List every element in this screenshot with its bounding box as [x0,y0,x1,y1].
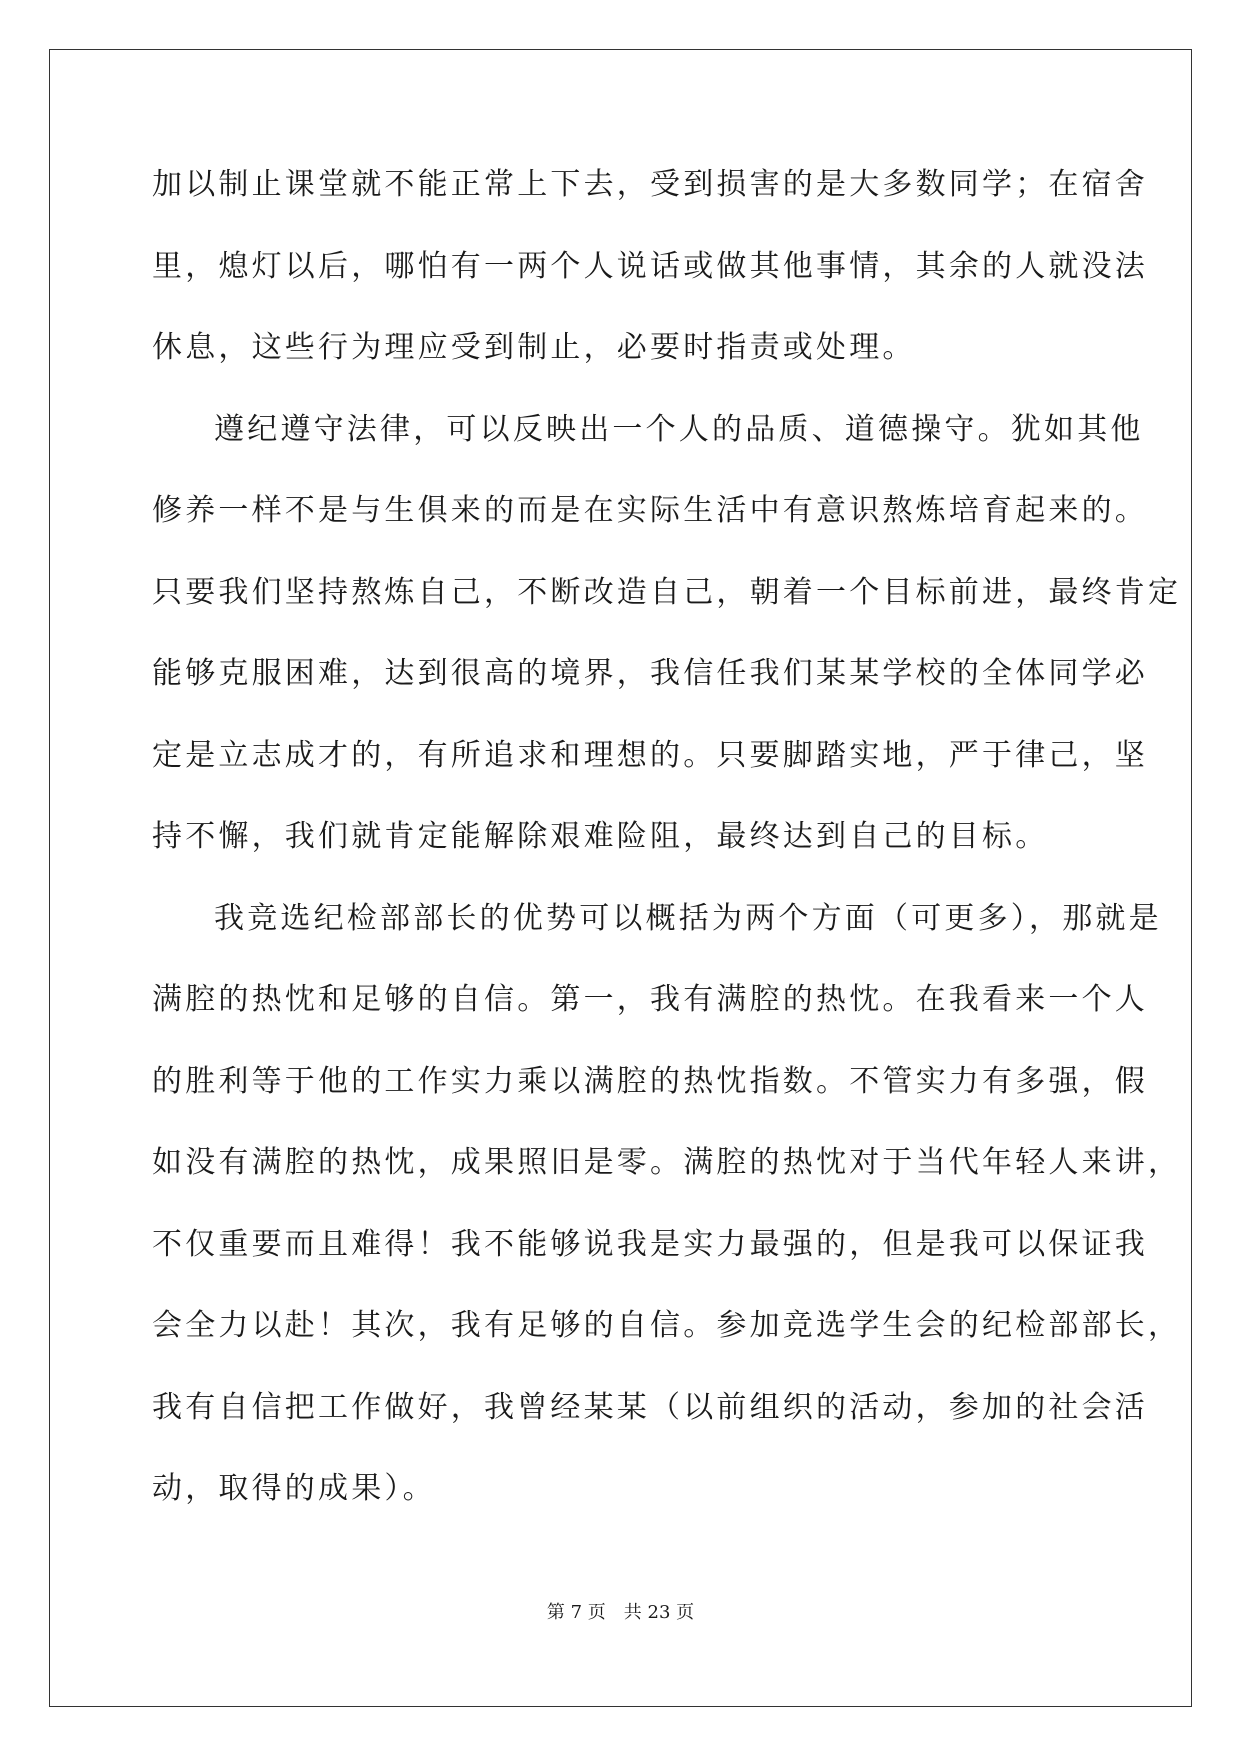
text-line: 里，熄灯以后，哪怕有一两个人说话或做其他事情，其余的人就没法 [152,248,1148,284]
text-line: 能够克服困难，达到很高的境界，我信任我们某某学校的全体同学必 [152,656,1148,691]
text-line: 修养一样不是与生俱来的而是在实际生活中有意识熬炼培育起来的。 [152,493,1148,528]
paragraph-start-line: 我竞选纪检部部长的优势可以概括为两个方面（可更多），那就是 [214,900,1162,936]
text-line: 不仅重要而且难得！我不能够说我是实力最强的，但是我可以保证我 [152,1226,1148,1262]
text-line: 如没有满腔的热忱，成果照旧是零。满腔的热忱对于当代年轻人来讲， [152,1145,1182,1180]
page-number-footer: 第 7 页 共 23 页 [546,1602,695,1623]
text-line: 会全力以赴！其次，我有足够的自信。参加竞选学生会的纪检部部长， [152,1308,1182,1343]
text-line: 休息，这些行为理应受到制止，必要时指责或处理。 [152,330,916,365]
text-line: 满腔的热忱和足够的自信。第一，我有满腔的热忱。在我看来一个人 [152,982,1148,1017]
text-line: 持不懈，我们就肯定能解除艰难险阻，最终达到自己的目标。 [152,819,1049,854]
text-line: 我有自信把工作做好，我曾经某某（以前组织的活动，参加的社会活 [152,1389,1148,1425]
paragraph-start-line: 遵纪遵守法律，可以反映出一个人的品质、道德操守。犹如其他 [214,411,1144,447]
text-line: 加以制止课堂就不能正常上下去，受到损害的是大多数同学；在宿舍 [152,167,1148,202]
text-line: 只要我们坚持熬炼自己，不断改造自己，朝着一个目标前进，最终肯定 [152,574,1182,610]
text-line: 的胜利等于他的工作实力乘以满腔的热忱指数。不管实力有多强，假 [152,1063,1148,1099]
document-body [152,160,1182,1546]
text-line: 定是立志成才的，有所追求和理想的。只要脚踏实地，严于律己，坚 [152,737,1148,773]
text-line: 动，取得的成果）。 [152,1471,436,1506]
